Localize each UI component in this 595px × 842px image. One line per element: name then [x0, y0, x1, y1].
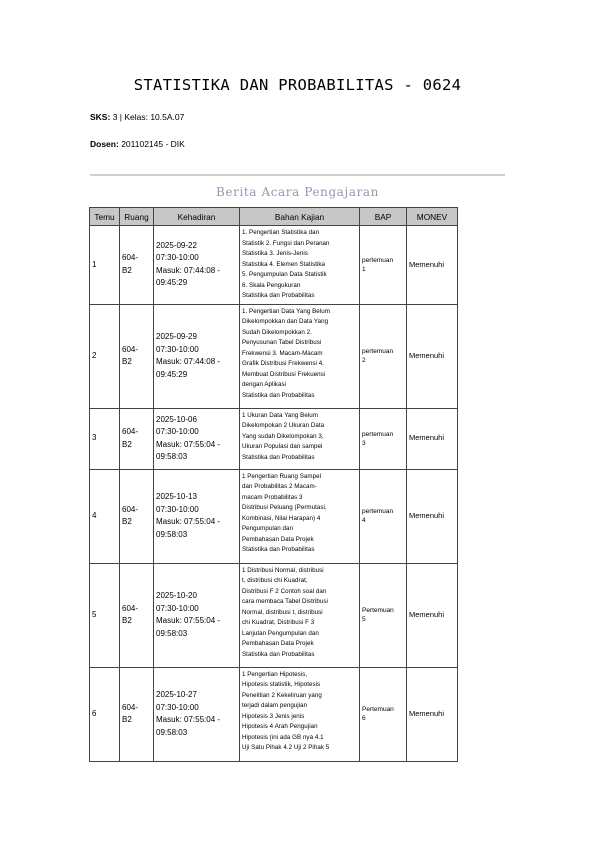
ruang-line: 604- — [122, 427, 139, 436]
table-body — [90, 226, 458, 762]
ruang-cell — [120, 667, 154, 761]
bahan-line: 1 Pengertian Ruang Sampel — [242, 472, 321, 480]
temu-cell: 5 — [90, 563, 120, 667]
bahan-line: cara membaca Tabel Distribusi — [242, 598, 328, 605]
ruang-line: 604- — [122, 702, 139, 712]
ruang-cell — [120, 563, 154, 667]
bahan-line: chi Kuadrat, Distribusi F 3 — [242, 619, 315, 626]
bahan-line: Statistika 4. Elemen Statistika — [242, 260, 326, 268]
bap-line: 6 — [362, 715, 366, 722]
monev-cell: Memenuhi — [407, 563, 458, 667]
col-header-ruang: Ruang — [120, 208, 154, 226]
section-title: Berita Acara Pengajaran — [215, 185, 380, 199]
bahan-line: Membuat Distribusi Frekuensi — [242, 370, 326, 378]
bahan-kajian-cell — [240, 469, 360, 563]
temu-cell: 3 — [90, 408, 120, 469]
ruang-line: B2 — [122, 715, 132, 724]
ruang-line: B2 — [122, 517, 132, 526]
bahan-line: 6. Skala Pengukuran — [242, 281, 301, 289]
bahan-line: Statistika dan Probabilitas — [242, 453, 315, 461]
bahan-line: Statistika 3. Jenis-Jenis — [242, 250, 308, 257]
bap-line: 1 — [362, 265, 366, 273]
bahan-kajian-cell — [240, 667, 360, 761]
ruang-cell — [120, 226, 154, 305]
kehadiran-cell — [154, 408, 240, 469]
kehadiran-cell — [154, 304, 240, 408]
bahan-line: Distribusi F 2 Contoh soal dan — [242, 587, 327, 595]
bap-line: pertemuan — [362, 348, 394, 355]
kehadiran-line: 09:58:03 — [156, 727, 188, 737]
bap-line: 5 — [362, 616, 366, 623]
bahan-line: Statistika dan Probabilitas — [242, 292, 315, 299]
bahan-line: Hipotesis (ini ada GB nya 4.1 — [242, 733, 324, 741]
kehadiran-line: 2025-10-06 — [156, 414, 197, 424]
bahan-line: Hipotesis 3 Jenis jenis — [242, 712, 305, 720]
ruang-line: 604- — [122, 603, 139, 613]
bahan-line: Hipotesis 4 Arah Pengujian — [242, 723, 318, 730]
ruang-cell — [120, 304, 154, 408]
bahan-line: Uji Satu Pihak 4.2 Uji 2 Pihak 5 — [242, 744, 330, 751]
kehadiran-line: 2025-09-29 — [156, 332, 197, 341]
bahan-line: 1 Pengertian Hipotesis, — [242, 670, 308, 678]
bap-line: Pertemuan — [362, 706, 394, 713]
monev-cell: Memenuhi — [407, 226, 458, 305]
bap-line: pertemuan — [362, 430, 394, 438]
col-header-bahan-kajian: Bahan Kajian — [240, 208, 360, 226]
monev-cell: Memenuhi — [407, 667, 458, 761]
bap-cell — [360, 408, 407, 469]
bahan-line: Ukuran Populasi dan sampel — [242, 443, 323, 450]
bahan-line: Sudah Dikelompokkan 2. — [242, 328, 312, 336]
bahan-line: Pembahasan Data Projek — [242, 640, 314, 647]
bahan-line: dengan Aplikasi — [242, 381, 287, 388]
table-row — [90, 226, 458, 305]
kehadiran-line: 2025-10-13 — [156, 492, 197, 501]
sks-kelas-line — [90, 112, 184, 122]
ruang-cell — [120, 469, 154, 563]
kehadiran-line: Masuk: 07:55:04 - — [156, 715, 221, 724]
kehadiran-cell — [154, 563, 240, 667]
bap-cell — [360, 563, 407, 667]
bahan-line: 1 Ukuran Data Yang Belum — [242, 411, 318, 419]
bap-line: 3 — [362, 439, 366, 447]
bap-cell — [360, 226, 407, 305]
monev-cell: Memenuhi — [407, 408, 458, 469]
kehadiran-line: 07:30-10:00 — [156, 702, 199, 712]
bahan-line: dan Probabilitas 2 Macam- — [242, 483, 317, 490]
bahan-line: Kombinasi, Nilai Harapan) 4 — [242, 514, 321, 522]
ruang-line: B2 — [122, 357, 132, 366]
kehadiran-cell — [154, 469, 240, 563]
bahan-line: Pembahasan Data Projek — [242, 535, 314, 543]
table-row — [90, 304, 458, 408]
kehadiran-line: 2025-10-27 — [156, 690, 197, 699]
bap-line: pertemuan — [362, 256, 394, 264]
bahan-kajian-cell — [240, 408, 360, 469]
kehadiran-line: 2025-10-20 — [156, 591, 197, 600]
table-row — [90, 563, 458, 667]
ruang-line: B2 — [122, 616, 132, 625]
kehadiran-line: 07:30-10:00 — [156, 253, 199, 263]
kehadiran-line: Masuk: 07:44:08 - — [156, 357, 221, 366]
bahan-line: Normal, distribusi t, distribusi — [242, 608, 323, 616]
col-header-monev: MONEV — [407, 208, 458, 226]
bahan-line: Frekwensi 3. Macam-Macam — [242, 349, 323, 357]
bahan-line: Grafik Distribusi Frekwensi 4. — [242, 360, 324, 367]
bap-line: Pertemuan — [362, 607, 394, 614]
kehadiran-cell — [154, 667, 240, 761]
sks-value: 3 | Kelas: 10.5A.07 — [112, 112, 185, 122]
bahan-line: Hipotesis statistik, Hipotesis — [242, 681, 321, 688]
dosen-value: 201102145 - DIK — [121, 139, 185, 149]
bahan-line: Lanjutan Pengumpulan dan — [242, 629, 319, 637]
bahan-line: Statistika dan Probabilitas — [242, 546, 315, 553]
table-row — [90, 469, 458, 563]
ruang-line: B2 — [122, 265, 132, 275]
kehadiran-line: 09:58:03 — [156, 529, 188, 539]
bap-cell — [360, 304, 407, 408]
bap-cell — [360, 667, 407, 761]
ruang-line: 604- — [122, 344, 139, 354]
bahan-kajian-cell — [240, 304, 360, 408]
kehadiran-line: 2025-09-22 — [156, 240, 197, 250]
dosen-label: Dosen: — [90, 139, 119, 149]
col-header-kehadiran: Kehadiran — [154, 208, 240, 226]
bap-line: pertemuan — [362, 508, 394, 515]
bahan-line: Statistika dan Probabilitas — [242, 391, 315, 399]
kehadiran-line: 07:30-10:00 — [156, 427, 199, 436]
bahan-line: Yang sudah Dikelompokan 3, — [242, 432, 324, 440]
bahan-kajian-cell — [240, 563, 360, 667]
bahan-line: Distribusi Peluang (Permutasi, — [242, 504, 327, 511]
kehadiran-line: Masuk: 07:55:04 - — [156, 517, 221, 526]
ruang-line: 604- — [122, 253, 139, 263]
kehadiran-line: 09:58:03 — [156, 628, 188, 638]
bahan-line: Dikelompokan 2 Ukuran Data — [242, 422, 325, 429]
bahan-line: Pengumpulan dan — [242, 525, 293, 532]
ruang-line: 604- — [122, 504, 139, 514]
dosen-line — [90, 139, 185, 149]
table-row — [90, 667, 458, 761]
bahan-line: terjadi dalam pengujian — [242, 702, 308, 709]
ruang-cell — [120, 408, 154, 469]
temu-cell: 6 — [90, 667, 120, 761]
bahan-line: 1. Pengertian Data Yang Belum — [242, 307, 330, 315]
kehadiran-line: 07:30-10:00 — [156, 344, 199, 354]
sks-label: SKS: — [90, 112, 111, 122]
table-header-row — [90, 208, 458, 226]
bap-cell — [360, 469, 407, 563]
col-header-bap: BAP — [360, 208, 407, 226]
bahan-line: 5. Pengumpulan Data Statistik — [242, 271, 327, 278]
temu-cell: 4 — [90, 469, 120, 563]
kehadiran-line: 09:45:29 — [156, 278, 188, 288]
bahan-line: 1. Pengertian Statistika dan — [242, 229, 320, 236]
document-title: STATISTIKA DAN PROBABILITAS - 0624 — [133, 76, 462, 94]
bap-line: 4 — [362, 517, 366, 524]
kehadiran-line: 09:58:03 — [156, 452, 188, 461]
kehadiran-line: 09:45:29 — [156, 369, 188, 379]
bahan-line: 1 Distribusi Normal, distribusi — [242, 566, 324, 574]
col-header-temu: Temu — [90, 208, 120, 226]
table-row — [90, 408, 458, 469]
section-divider — [90, 174, 505, 176]
kehadiran-line: Masuk: 07:44:08 - — [156, 265, 221, 275]
kehadiran-line: Masuk: 07:55:04 - — [156, 439, 221, 449]
bahan-kajian-cell — [240, 226, 360, 305]
bahan-line: Statistika dan Probabilitas — [242, 650, 315, 658]
bahan-line: Penelitian 2 Kekeliruan yang — [242, 691, 322, 699]
ruang-line: B2 — [122, 439, 132, 449]
monev-cell: Memenuhi — [407, 304, 458, 408]
bahan-line: Dikelompokkan dan Data Yang — [242, 318, 329, 325]
kehadiran-line: Masuk: 07:55:04 - — [156, 616, 221, 625]
temu-cell: 1 — [90, 226, 120, 305]
kehadiran-line: 07:30-10:00 — [156, 603, 199, 613]
temu-cell: 2 — [90, 304, 120, 408]
bahan-line: Statistik 2. Fungsi dan Peranan — [242, 239, 330, 247]
bahan-line: macam Probabilitas 3 — [242, 493, 303, 501]
bap-table — [89, 207, 458, 762]
monev-cell: Memenuhi — [407, 469, 458, 563]
bahan-line: Penyusunan Tabel Distribusi — [242, 339, 322, 346]
bap-line: 2 — [362, 357, 366, 364]
bahan-line: t, distribusi chi Kuadrat, — [242, 577, 308, 584]
kehadiran-cell — [154, 226, 240, 305]
kehadiran-line: 07:30-10:00 — [156, 504, 199, 514]
